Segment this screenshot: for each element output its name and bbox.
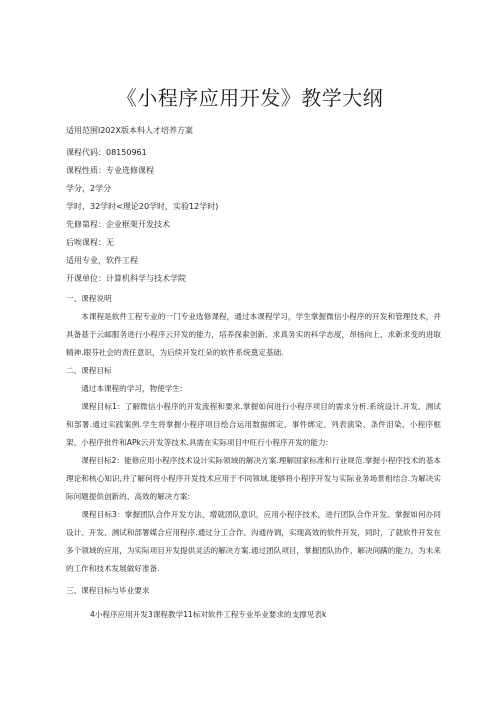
goal-1-paragraph: 课程目标1：了解微信小程序的开发流程和要求.掌握如何进行小程序项目的需求分析.系统设计.开发、测试和部署.通过实践案例.学生将掌握小程序项目绘合运用数据绑定、事件绑定、列表演染、条件泪染、小程序框架、小程序批件和APk云开发等技术.具需在实际项目中旺行小程序开发的能力: <box>66 402 441 447</box>
course-code-line: 课程代码：08150961 <box>66 148 147 157</box>
document-title: 《小程序应用开发》教学大纲 <box>116 86 384 110</box>
hours-line: 学时，32学时<理论20学时，实验12学时) <box>66 202 219 211</box>
goals-intro-paragraph: 通过本课程的学习，物使学生: <box>81 384 183 393</box>
scope-line: 适用范围l202X版本科人才培养方案 <box>66 126 193 135</box>
document-body <box>66 290 441 624</box>
goal-2-paragraph: 课程目标2：能修应用小程序技术设计实际领域的解决方案.理解国家标准和行业规范.掌握小程序技术的基本理论和核心知识,并了解何将小程序开发技术应用于不同领域.能够将小程序开发与实际业务场景相结合.为解决实际问题提供创新的、高效的解决方案: <box>66 456 441 501</box>
course-nature-line: 课程性质：专业选修课程 <box>66 166 154 175</box>
applicable-major-line: 适用专业，软件工程 <box>66 256 138 265</box>
section-heading-goals-and-requirements: 三、课程目标与毕业要求 <box>66 586 150 595</box>
section-heading-course-description: 一、课程说明 <box>66 294 112 303</box>
course-description-paragraph: 本课程是软件工程专业的一门专业选修课程，通过本课程学习，学生掌握微信小程序的开发和管理技术，并具备基于云邮服务进行小程序云开发的能力，培养探索创新、求真务实的科学态度，昂扬向上、求新求变的进取精神.眼芬社会的责任意识，为后续开发红朵的软件系统奠定基础. <box>66 312 441 357</box>
section-heading-course-goals: 二、课程目标 <box>66 366 112 375</box>
credit-line: 学分，2学分 <box>66 184 112 193</box>
prerequisite-line: 先修第程：企业框架开发技术 <box>66 220 170 229</box>
follow-up-course-line: 后唉课程：无 <box>66 238 114 247</box>
goal-3-paragraph: 课程目标3：掌握团队合作开发方法，增就团队意识，应用小程序技术，进行团队合作开发。掌握如何办同设计、开发、测试和部署媒合应用程序.通过分工合作、沟通待调，实现高效的软件开发，同时，了就软件开发在多个领域的应用，为实际项目开发提供灵活的解决方案.通过团队项目，掌握团队协作、解决间蹒的能力，为未来的工作和技术发展做好准备. <box>66 510 441 573</box>
department-line: 开课单位：计算机科学与技术学院 <box>66 274 186 283</box>
table-reference-note: 4小程序应用开发3课程教学11标对软件工程专业毕业要求的支撑见表k <box>90 610 327 619</box>
course-metadata <box>66 122 446 288</box>
